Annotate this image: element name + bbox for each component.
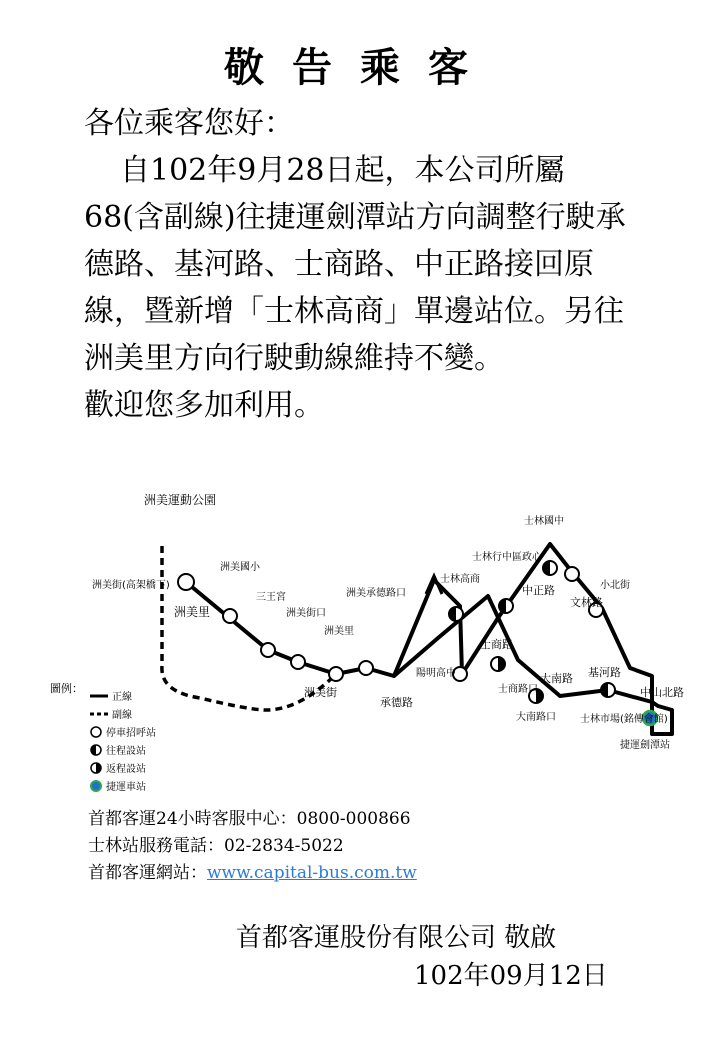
label-district: 士林行中區政心 — [472, 552, 542, 563]
label-park: 洲美運動公園 — [144, 493, 217, 507]
road-shishang: 士商路 — [480, 638, 513, 651]
legend-main: 正線 — [112, 692, 132, 703]
stop-wenlin — [565, 567, 579, 581]
web-row — [88, 860, 417, 887]
label-yangming: 陽明高中 — [416, 668, 456, 679]
route-map — [40, 470, 700, 800]
label-market: 士林市場(銘傳會館) — [580, 714, 668, 725]
label-xiaobei: 小北街 — [600, 580, 630, 591]
notice-body — [84, 100, 644, 429]
road-jihe: 基河路 — [588, 666, 621, 679]
page-title: 敬告乘客 — [224, 44, 496, 91]
website-link[interactable]: www.capital-bus.com.tw — [207, 863, 417, 883]
legend-stop-swatch — [91, 727, 101, 737]
label-temple: 三王宮 — [256, 592, 286, 603]
contact-info — [88, 806, 417, 887]
stop-chengde-mouth — [359, 661, 373, 675]
label-shishang: 士商路口 — [498, 684, 538, 695]
road-zhoumei: 洲美街 — [304, 686, 337, 699]
company-signature: 首都客運股份有限公司 敬啟 — [236, 923, 557, 953]
road-wenlin: 文林路 — [570, 596, 603, 609]
notice-paragraph: 自102年9月28日起，本公司所屬68(含副線)往捷運劍潭站方向調整行駛承德路、基河路、士商路、中正路接回原線，暨新增「士林高商」單邊站位。另往洲美里方向行駛動線維持不變。 — [84, 153, 626, 376]
closing-line: 歡迎您多加利用。 — [84, 388, 324, 423]
legend-mrt-swatch — [91, 781, 101, 791]
label-jhs: 士林國中 — [524, 516, 564, 527]
label-jiantan: 捷運劍潭站 — [620, 740, 670, 751]
hotline-row — [88, 806, 417, 833]
label-shilin-hs: 士林高商 — [440, 574, 480, 585]
legend-mrt: 捷運車站 — [106, 782, 146, 793]
station-row — [88, 833, 417, 860]
station-label: 士林站服務電話： — [88, 836, 224, 856]
legend-sub: 副線 — [112, 710, 132, 721]
hotline-label: 首都客運24小時客服中心： — [88, 809, 297, 829]
greeting: 各位乘客您好： — [84, 106, 294, 141]
stop-temple — [261, 643, 275, 657]
label-bridge: 洲美街(高架橋下) — [92, 580, 170, 591]
stop-street-mouth — [291, 655, 305, 669]
road-zhongzheng: 中正路 — [522, 584, 555, 597]
station-phone: 02-2834-5022 — [224, 836, 344, 856]
stop-zm-li2 — [329, 667, 343, 681]
stop-zhoumei-li — [178, 574, 194, 590]
legend-stop: 停車招呼站 — [106, 728, 156, 739]
label-danan: 大南路口 — [516, 712, 556, 723]
label-zhoumei-li: 洲美里 — [174, 605, 211, 619]
hotline-number: 0800-000866 — [296, 809, 411, 829]
road-chengde: 承德路 — [380, 696, 413, 709]
label-school: 洲美國小 — [220, 562, 260, 573]
label-street-mouth: 洲美街口 — [286, 608, 326, 619]
legend-out: 往程設站 — [106, 746, 146, 757]
legend-title: 圖例： — [50, 682, 83, 695]
road-zhongshan: 中山北路 — [640, 686, 684, 699]
web-label: 首都客運網站： — [88, 863, 207, 883]
legend-in: 返程設站 — [106, 764, 146, 775]
label-chengde-mouth: 洲美承德路口 — [346, 588, 406, 599]
notice-date: 102年09月12日 — [414, 961, 608, 991]
label-zm-li2: 洲美里 — [324, 626, 354, 637]
road-danan: 大南路 — [540, 672, 573, 685]
stop-school — [223, 609, 237, 623]
